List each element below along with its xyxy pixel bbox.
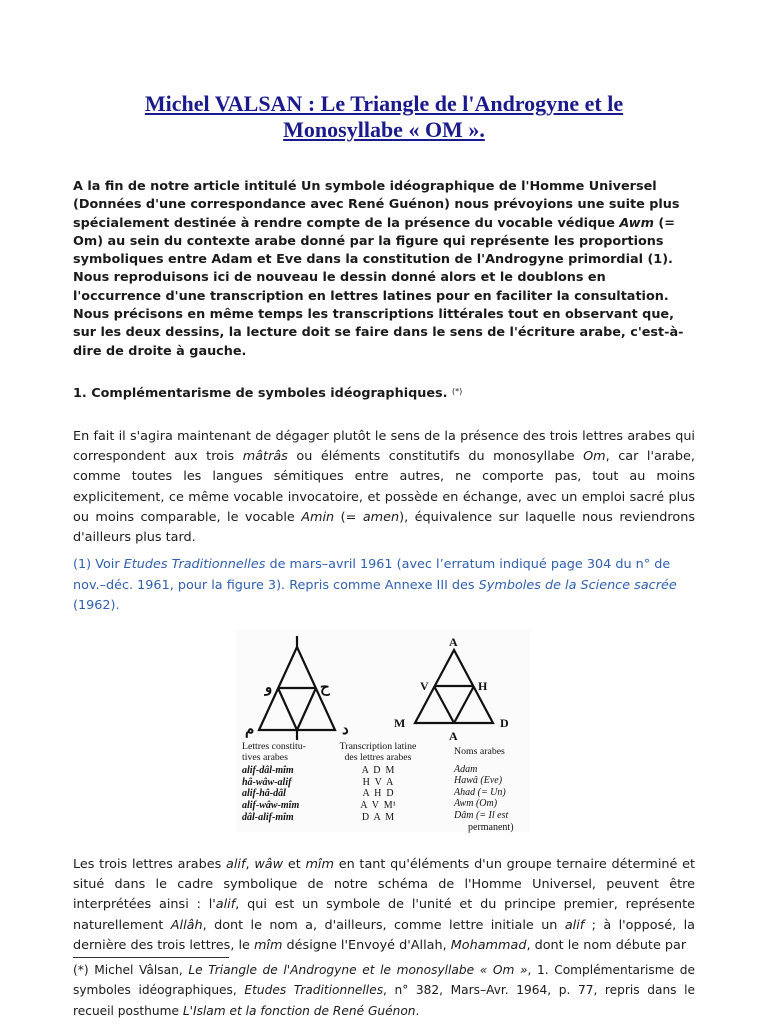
col3-row: permanent)	[468, 821, 514, 833]
body2-g: ; à l'opposé, la dernière des trois lettres, le	[73, 917, 695, 953]
section-footnote-mark[interactable]: (*)	[451, 387, 463, 396]
footnote-b: , 1. Complémentarisme de symboles idéographiques,	[73, 963, 695, 998]
section-heading	[73, 385, 695, 403]
col1-header: Lettres constitu- tives arabes	[242, 741, 306, 763]
col1-row: alif-wâw-mîm	[242, 799, 300, 811]
intro-paragraph	[73, 178, 695, 361]
body1-amen: amen	[362, 509, 400, 525]
body1-a: En fait il s'agira maintenant de dégager plutôt le sens de la présence des trois lettres arabes qui correspondent aux trois	[73, 429, 695, 465]
col3-row: Dâm (= Il est	[454, 809, 509, 821]
footnote-c: , n° 382, Mars–Avr. 1964, p. 77, repris dans le recueil posthume	[73, 983, 695, 1018]
arabic-letter-right: ح	[320, 680, 330, 696]
body2-mim2: mîm	[253, 937, 283, 953]
body2-h: désigne l'Envoyé d'Allah,	[282, 937, 451, 953]
col2-row: A D M	[361, 765, 395, 777]
section-heading-text: 1. Complémentarisme de symboles idéographiques.	[73, 386, 448, 401]
note1-etudes: Etudes Traditionnelles	[123, 557, 266, 572]
body2-alif: alif	[226, 857, 246, 872]
body1-amin: Amin	[301, 509, 335, 525]
latin-letter-right: H	[478, 679, 488, 693]
body2-waw: wâw	[254, 857, 284, 872]
body2-mohammad: Mohammad	[450, 937, 527, 953]
footnote-divider	[73, 957, 229, 958]
footnote-d: .	[415, 1003, 420, 1018]
col3-row: Awm (Om)	[454, 798, 498, 810]
title-line-2: Monosyllabe « OM ».	[283, 117, 485, 142]
body2-mim: mîm	[305, 857, 334, 872]
arabic-letter-left: و	[265, 680, 273, 696]
note1-c: (1962).	[73, 598, 120, 613]
body2-d: en tant qu'éléments d'un groupe ternaire déterminé et situé dans le cadre symbolique de notre schéma de l'Homme Universel, peuvent être interprétées ainsi : l'	[73, 857, 696, 913]
arabic-inner-left	[278, 688, 297, 730]
body1-e: ), équivalence sur laquelle nous reviendrons d'ailleurs plus tard.	[73, 509, 696, 546]
col1-row: alif-dâl-mîm	[242, 765, 294, 777]
body1-matras: mâtrâs	[242, 449, 288, 465]
body1-om: Om	[583, 449, 606, 465]
triangle-figure	[236, 630, 530, 832]
latin-letter-bottom-left: M	[394, 716, 406, 730]
body2-a: Les trois lettres arabes	[73, 857, 227, 872]
body2-allah: Allâh	[170, 917, 203, 933]
note1-symboles: Symboles de la Science sacrée	[478, 577, 677, 593]
arabic-letter-bottom-left: م	[245, 722, 255, 738]
col3-row: Adam	[454, 763, 478, 775]
latin-letter-bottom-right: D	[500, 716, 509, 730]
body2-alif3: alif	[564, 917, 585, 933]
col2-row: A H D	[362, 788, 394, 800]
arabic-inner-right	[297, 688, 316, 730]
intro-text-2: (= Om) au sein du contexte arabe donné par la figure qui représente les proportions symboliques entre Adam et Eve dans la constitution de l'Androgyne primordial (1). Nous reproduisons ici de nouveau le dessin donné alors et le doublons en l'occurrence d'une transcription en lettres latines pour en faciliter la consultation. Nous précisons en même temps les transcriptions littérales tout en observant que, sur les deux dessins, la lecture doit se faire dans le sens de l'écriture arabe, c'est-à-dire de droite à gauche.	[73, 215, 684, 359]
latin-letter-top: A	[449, 635, 458, 649]
intro-text-1: A la fin de notre article intitulé Un symbole idéographique de l'Homme Universel (Données d'une correspondance avec René Guénon) nous prévoyions une suite plus spécialement destinée à rendre compte de la présence du vocable védique	[73, 179, 680, 231]
col2-row: D A M	[361, 811, 395, 823]
latin-letter-bottom: A	[449, 729, 458, 743]
col3-row: Hawâ (Eve)	[454, 775, 503, 787]
footnote-title-3: L'Islam et la fonction de René Guénon	[182, 1003, 416, 1018]
col1-row: hâ-wâw-alif	[242, 776, 292, 788]
col3-header: Noms arabes	[454, 746, 505, 757]
footnote-title-2: Etudes Traditionnelles	[244, 983, 384, 998]
body2-c: et	[283, 857, 306, 872]
body2-e: , qui est un symbole de l'unité et du principe premier, représente naturellement	[73, 897, 695, 933]
body1-d: (=	[334, 509, 363, 525]
body2-b: ,	[245, 857, 255, 872]
arabic-letter-bottom-right: د	[342, 722, 349, 738]
page-title	[60, 91, 708, 143]
note1-b: de mars–avril 1961 (avec l’erratum indiqué page 304 du n° de nov.–déc. 1961, pour la figure 3). Repris comme Annexe III des	[73, 557, 671, 593]
col2-header: Transcription latine des lettres arabes	[339, 741, 417, 763]
col-arabic-letters	[242, 742, 306, 823]
note-1	[73, 555, 695, 617]
body-paragraph-1	[73, 427, 695, 548]
body2-alif2: alif	[215, 897, 236, 913]
col2-row: H V A	[362, 776, 394, 788]
intro-awm: Awm	[619, 215, 654, 231]
body2-i: , dont le nom débute par	[526, 937, 687, 953]
footnote	[73, 960, 695, 1021]
footnote-title-1: Le Triangle de l'Androgyne et le monosyllabe « Om »	[188, 963, 528, 977]
body1-c: , car l'arabe, comme toutes les langues sémitiques entre autres, ne comporte pas, tout au moins explicitement, ce même vocable invocatoire, et possède en échange, avec un emploi sacré plus ou moins comparable, le vocable	[73, 449, 695, 525]
col1-row: alif-hâ-dâl	[242, 788, 286, 800]
col2-row: A V M¹	[360, 799, 396, 811]
col-latin-transcription	[328, 742, 428, 823]
col3-row: Ahad (= Un)	[454, 786, 506, 798]
latin-letter-left: V	[420, 679, 429, 693]
footnote-a: (*) Michel Vâlsan,	[73, 963, 189, 977]
col-arabic-names	[454, 747, 514, 833]
body1-b: ou éléments constitutifs du monosyllabe	[287, 449, 584, 465]
latin-inner-left	[434, 686, 454, 723]
note1-a: (1) Voir	[73, 557, 124, 572]
title-line-1: Michel VALSAN : Le Triangle de l'Androgyne et le	[144, 91, 624, 116]
col1-row: dâl-alif-mîm	[242, 811, 294, 823]
body2-f: , dont le nom a, d'ailleurs, comme lettre initiale un	[202, 917, 565, 933]
latin-inner-right	[454, 686, 474, 723]
body-paragraph-2	[73, 855, 695, 956]
